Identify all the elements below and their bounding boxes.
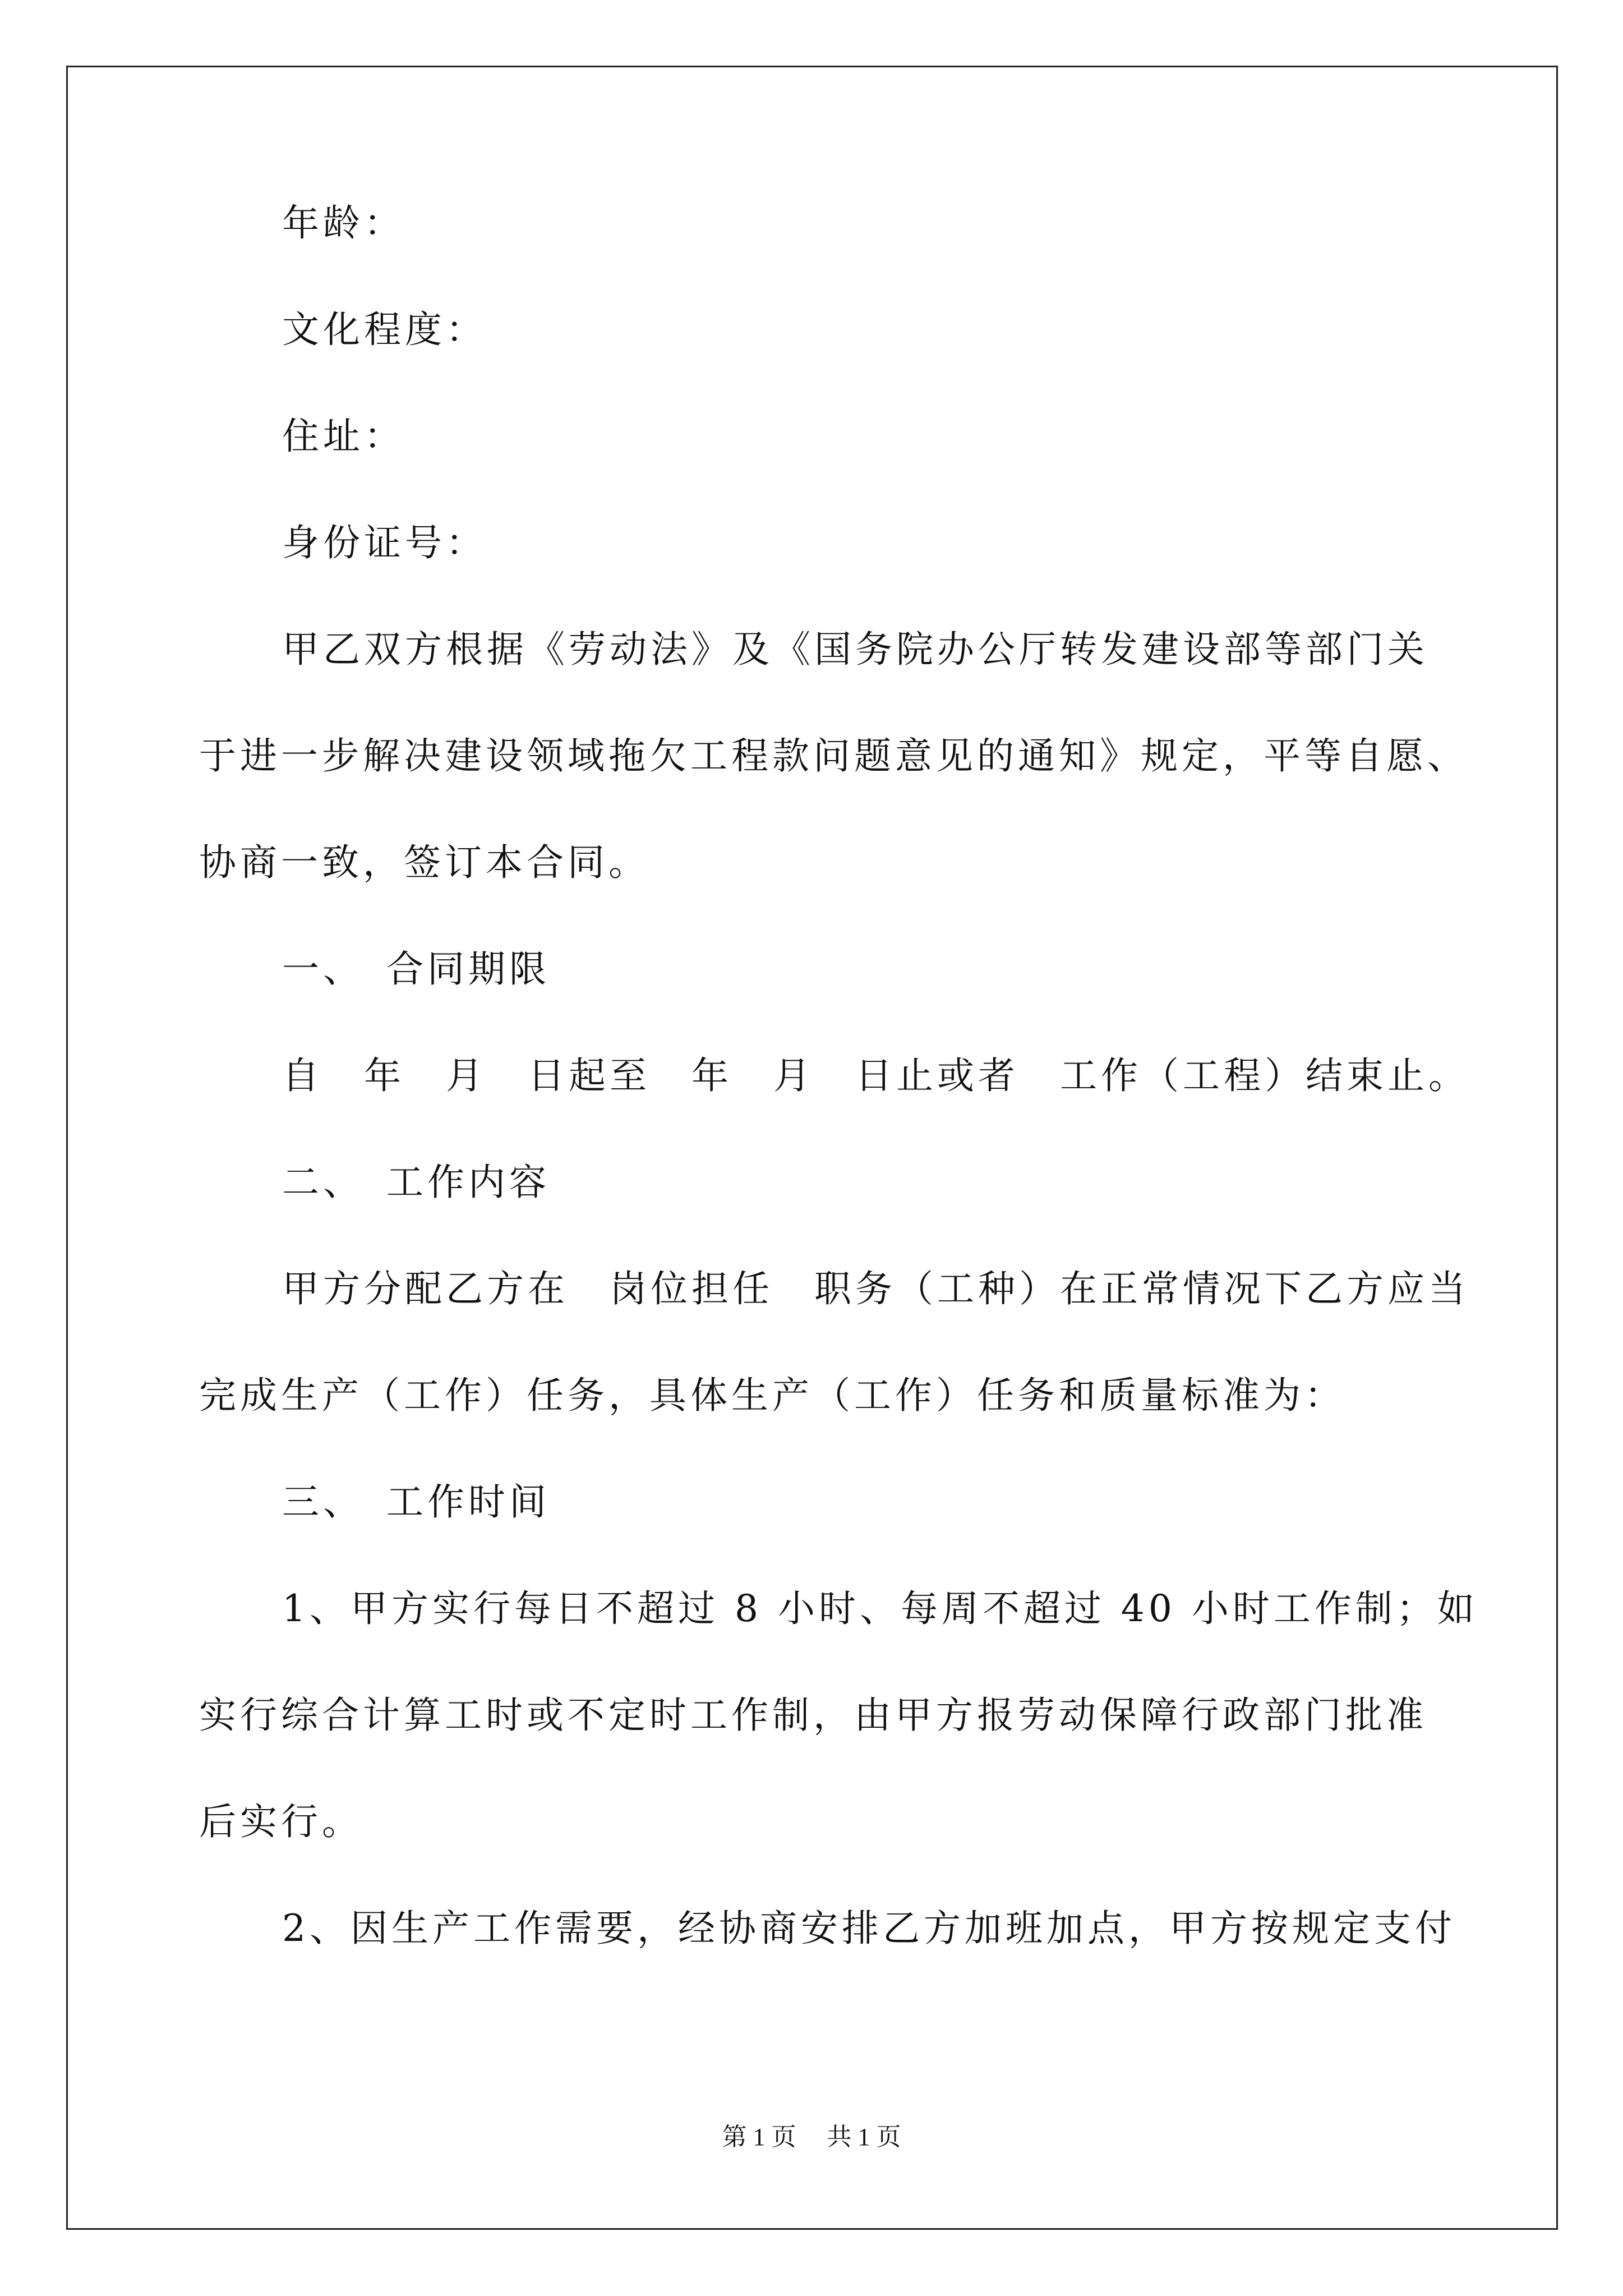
field-education: 文化程度： xyxy=(282,308,487,351)
paragraph-work-time-1-line-1: 1、甲方实行每日不超过 8 小时、每周不超过 40 小时工作制；如 xyxy=(282,1587,1478,1630)
section-heading-work-time: 三、 工作时间 xyxy=(282,1480,550,1524)
paragraph-work-time-2-line-1: 2、因生产工作需要，经协商安排乙方加班加点，甲方按规定支付 xyxy=(282,1907,1456,1950)
section-heading-term: 一、 合同期限 xyxy=(282,947,550,991)
field-id-number: 身份证号： xyxy=(282,521,487,564)
paragraph-preamble-line-2: 于进一步解决建设领域拖欠工程款问题意见的通知》规定，平等自愿、 xyxy=(199,734,1468,777)
paragraph-work-content-line-1: 甲方分配乙方在 岗位担任 职务（工种）在正常情况下乙方应当 xyxy=(282,1267,1469,1310)
paragraph-work-time-1-line-2: 实行综合计算工时或不定时工作制，由甲方报劳动保障行政部门批准 xyxy=(199,1694,1427,1737)
field-address: 住址： xyxy=(282,415,405,458)
paragraph-term: 自 年 月 日起至 年 月 日止或者 工作（工程）结束止。 xyxy=(282,1054,1469,1097)
paragraph-preamble-line-1: 甲乙双方根据《劳动法》及《国务院办公厅转发建设部等部门关 xyxy=(282,628,1428,671)
paragraph-work-content-line-2: 完成生产（工作）任务，具体生产（工作）任务和质量标准为： xyxy=(199,1374,1345,1417)
page-footer: 第 1 页 共 1 页 xyxy=(722,2123,901,2151)
field-age: 年龄： xyxy=(282,201,405,245)
paragraph-preamble-line-3: 协商一致，签订本合同。 xyxy=(199,841,649,884)
section-heading-work-content: 二、 工作内容 xyxy=(282,1161,550,1204)
paragraph-work-time-1-line-3: 后实行。 xyxy=(199,1800,363,1843)
